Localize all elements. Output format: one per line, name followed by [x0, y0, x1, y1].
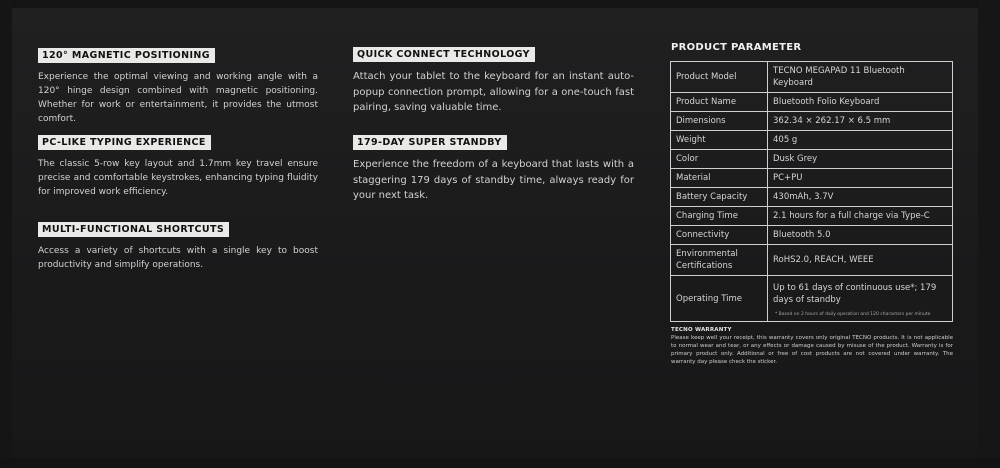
param-key: Battery Capacity [671, 188, 768, 207]
feature-text: Access a variety of shortcuts with a single key to boost productivity and simplify operations. [38, 246, 318, 270]
param-key: Material [671, 169, 768, 188]
parameters-table [670, 61, 953, 322]
param-value: Dusk Grey [768, 150, 953, 169]
box-edge-right [978, 0, 1000, 468]
param-value-cell [768, 276, 953, 322]
param-key: Environmental Certifications [671, 245, 768, 276]
param-value: TECNO MEGAPAD 11 Bluetooth Keyboard [768, 62, 953, 93]
warranty-text: Please keep well your receipt, this warranty covers only original TECNO products. It is not applicable to normal wear and tear, or any effects or damage caused by misuse of the product. Warranty is for primary product only. Additional or free of cost products are not covered under warranty. The warranty day please check the sticker. [671, 335, 953, 365]
warranty-title: TECNO WARRANTY [671, 327, 732, 333]
feature-text: The classic 5-row key layout and 1.7mm key travel ensure precise and comfortable keystrokes, enhancing typing fluidity for improved work efficiency. [38, 159, 318, 197]
box-edge-bottom [0, 458, 1000, 468]
warranty-block [671, 327, 953, 366]
param-value: RoHS2.0, REACH, WEEE [768, 245, 953, 276]
param-value: 2.1 hours for a full charge via Type-C [768, 207, 953, 226]
param-key: Weight [671, 131, 768, 150]
param-key: Product Model [671, 62, 768, 93]
param-value: 430mAh, 3.7V [768, 188, 953, 207]
table-row [671, 62, 953, 93]
feature-super-standby [353, 130, 634, 204]
feature-title: MULTI-FUNCTIONAL SHORTCUTS [38, 222, 229, 237]
feature-text: Experience the freedom of a keyboard that lasts with a staggering 179 days of standby time, always ready for your next task. [353, 159, 634, 201]
param-key: Connectivity [671, 226, 768, 245]
feature-title: PC-LIKE TYPING EXPERIENCE [38, 135, 211, 150]
param-key: Dimensions [671, 112, 768, 131]
param-key: Color [671, 150, 768, 169]
parameters-title: PRODUCT PARAMETER [671, 42, 802, 53]
table-row [671, 226, 953, 245]
box-edge-left [0, 0, 12, 468]
table-row [671, 131, 953, 150]
param-value: PC+PU [768, 169, 953, 188]
param-key: Charging Time [671, 207, 768, 226]
feature-title: QUICK CONNECT TECHNOLOGY [353, 47, 535, 62]
feature-quick-connect [353, 42, 634, 116]
feature-text: Attach your tablet to the keyboard for an instant auto-popup connection prompt, allowing for a one-touch fast pairing, saving valuable time. [353, 71, 634, 113]
table-row [671, 245, 953, 276]
param-value: 362.34 × 262.17 × 6.5 mm [768, 112, 953, 131]
param-value: Bluetooth Folio Keyboard [768, 93, 953, 112]
table-row [671, 93, 953, 112]
param-key: Product Name [671, 93, 768, 112]
feature-title: 179-DAY SUPER STANDBY [353, 135, 507, 150]
table-row [671, 276, 953, 322]
feature-shortcuts [38, 217, 318, 272]
param-value: Bluetooth 5.0 [768, 226, 953, 245]
table-row [671, 112, 953, 131]
param-key: Operating Time [671, 276, 768, 322]
box-edge-top [0, 0, 1000, 8]
feature-typing-experience [38, 130, 318, 199]
table-row [671, 207, 953, 226]
table-row [671, 150, 953, 169]
table-row [671, 188, 953, 207]
param-value: Up to 61 days of continuous use*; 179 days of standby [773, 283, 937, 305]
param-value: 405 g [768, 131, 953, 150]
feature-title: 120° MAGNETIC POSITIONING [38, 48, 215, 63]
feature-text: Experience the optimal viewing and working angle with a 120° hinge design combined with magnetic positioning. Whether for work or entertainment, it provides the utmost comfort. [38, 72, 318, 124]
feature-magnetic-positioning [38, 43, 318, 126]
param-footnote: * Based on 2 hours of daily operation and 120 characters per minute [775, 312, 931, 317]
table-row [671, 169, 953, 188]
